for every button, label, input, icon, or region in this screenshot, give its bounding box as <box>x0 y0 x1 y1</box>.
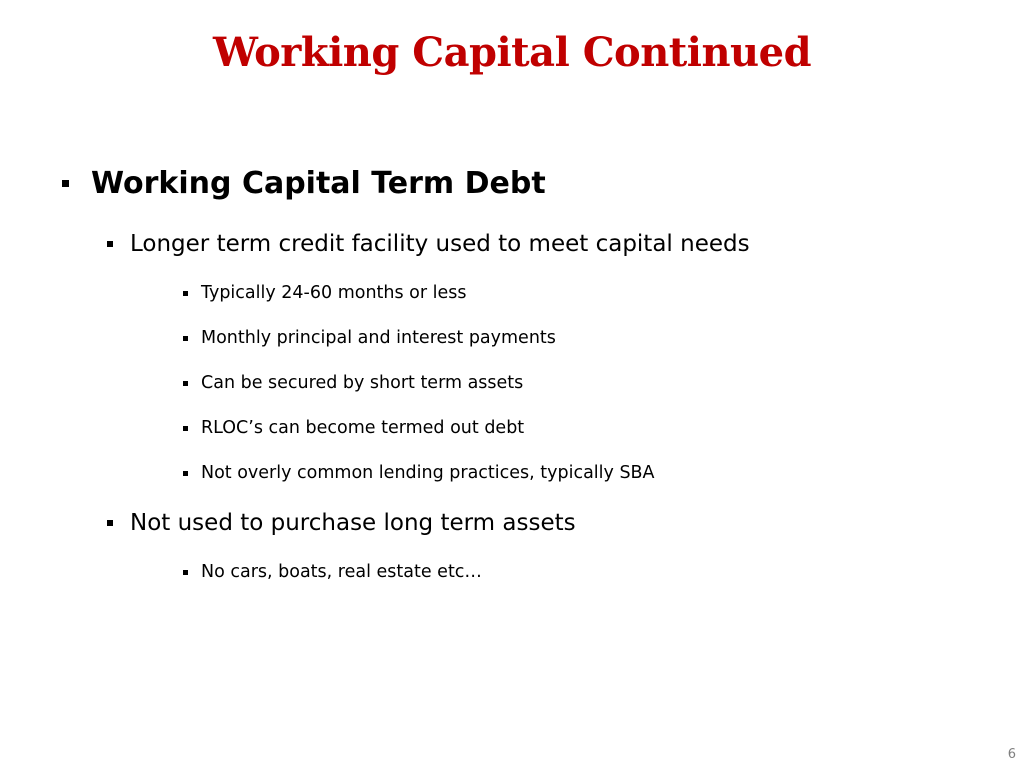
square-bullet-icon <box>107 241 113 247</box>
list-item-text: Typically 24-60 months or less <box>201 283 467 303</box>
heading-text: Working Capital Term Debt <box>91 165 546 201</box>
list-item-text: Not overly common lending practices, typically SBA <box>201 463 655 483</box>
section-bullet <box>107 508 576 538</box>
section-bullet <box>107 229 750 259</box>
list-item-text: Monthly principal and interest payments <box>201 328 556 348</box>
square-bullet-icon <box>62 180 69 187</box>
slide-title: Working Capital Continued <box>212 29 812 76</box>
list-item <box>183 326 556 350</box>
list-item <box>183 560 482 584</box>
heading-bullet <box>62 163 546 203</box>
section-label: Longer term credit facility used to meet capital needs <box>130 231 750 257</box>
list-item <box>183 281 467 305</box>
list-item-text: Can be secured by short term assets <box>201 373 524 393</box>
square-bullet-icon <box>183 381 188 386</box>
list-item-text: RLOC’s can become termed out debt <box>201 418 525 438</box>
square-bullet-icon <box>183 336 188 341</box>
list-item <box>183 416 524 440</box>
square-bullet-icon <box>107 520 113 526</box>
square-bullet-icon <box>183 426 188 431</box>
list-item <box>183 371 523 395</box>
square-bullet-icon <box>183 291 188 296</box>
square-bullet-icon <box>183 471 188 476</box>
list-item-text: No cars, boats, real estate etc… <box>201 562 482 582</box>
square-bullet-icon <box>183 570 188 575</box>
page-number: 6 <box>1007 747 1016 762</box>
list-item <box>183 461 655 485</box>
section-label: Not used to purchase long term assets <box>130 510 576 536</box>
